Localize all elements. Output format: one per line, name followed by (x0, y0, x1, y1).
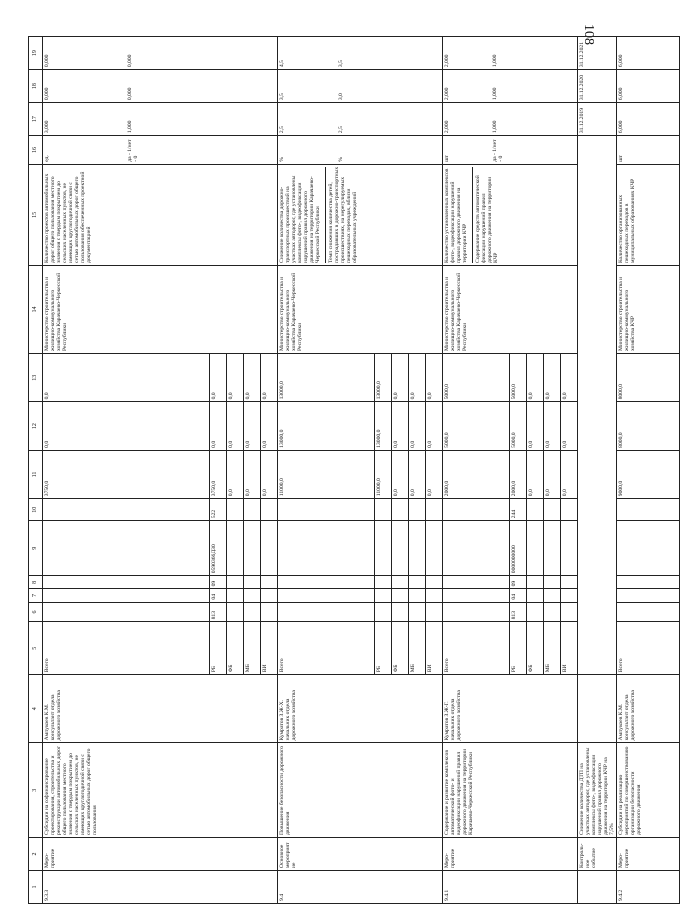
amount-2020: 8000,0 (617, 402, 680, 450)
amount-2020: 0,0 (227, 402, 244, 450)
column-number-5: 5 (29, 622, 43, 675)
csr-code (278, 521, 375, 576)
csr-code (409, 521, 426, 576)
column-number-12: 12 (29, 402, 43, 450)
rz-code (426, 589, 443, 602)
amount-2019: 9000,0 (617, 450, 680, 498)
column-number-10: 10 (29, 499, 43, 521)
vr-code (409, 499, 426, 521)
csr-code (244, 521, 261, 576)
amount-2020: 5000,0 (443, 402, 510, 450)
csr-code (375, 521, 392, 576)
vr-code (426, 499, 443, 521)
row-number (578, 871, 617, 904)
amount-2019: 2000,0 (443, 450, 510, 498)
rz-code (392, 589, 409, 602)
indicator-value: 3,0 (338, 93, 345, 101)
grbs-code (261, 602, 278, 622)
row-executor: Министерство строительства и жилищно-коммунального хозяйства Карачаево-Черкесской Республики (43, 265, 278, 353)
control-event-row (578, 37, 617, 904)
rz-code (227, 589, 244, 602)
row-type: Меро-приятие (443, 838, 578, 871)
funding-source: Всего (278, 622, 375, 675)
grbs-code (375, 602, 392, 622)
page-number: 108 (581, 24, 596, 45)
funding-source: Всего (617, 622, 680, 675)
amount-2019: 0,0 (244, 450, 261, 498)
row-responsible: Ампукоев К.М. консультант отдела дорожного хозяйства (617, 675, 680, 743)
amount-2021: 0,0 (392, 354, 409, 402)
indicator-name-secondary: Темп снижения количества детей, пострадавших в дорожно-транспортных происшествиях, на нерегулируемых пешеходных переходах, вблизи образовательных учреждений (325, 167, 358, 263)
column-number-11: 11 (29, 450, 43, 498)
column-number-1: 1 (29, 871, 43, 904)
indicator-v19 (278, 37, 443, 70)
grbs-code (392, 602, 409, 622)
amount-2019: 0,0 (544, 450, 561, 498)
indicator-v17 (617, 103, 680, 136)
row-type: Контроль-ное событие (578, 838, 617, 871)
grbs-code (544, 602, 561, 622)
rz-code (244, 589, 261, 602)
indicator-v19 (617, 37, 680, 70)
row-number: 9.4.1 (443, 871, 578, 904)
grbs-code (561, 602, 578, 622)
csr-code: 0000000000 (510, 521, 527, 576)
indicator-name: Количество организованных пешеходных переходов в муниципальных образованиях КЧР (617, 164, 680, 265)
column-number-3: 3 (29, 743, 43, 838)
indicator-value: 1,000 (492, 54, 499, 68)
csr-code (617, 521, 680, 576)
pr-code (392, 576, 409, 589)
amount-2021: 0,0 (227, 354, 244, 402)
grbs-code (43, 602, 210, 622)
rz-code (544, 589, 561, 602)
pr-code (527, 576, 544, 589)
row-title: Повышение безопасности дорожного движения (278, 743, 443, 838)
funding-source: ВИ (561, 622, 578, 675)
indicator-value: % (279, 157, 285, 162)
row-responsible (578, 675, 617, 743)
indicator-value: да - 1/нет - 0 (127, 139, 140, 162)
amount-2019: 0,0 (227, 450, 244, 498)
indicator-v17 (278, 103, 443, 136)
grbs-code (443, 602, 510, 622)
amount-2020: 0,0 (43, 402, 210, 450)
row-type: Основное мероприятие (278, 838, 443, 871)
funding-row (278, 37, 375, 904)
column-number-19: 19 (29, 37, 43, 70)
funding-row (443, 37, 510, 904)
indicator-value: 6,000 (618, 87, 625, 101)
vr-code (244, 499, 261, 521)
funding-source: РБ (375, 622, 392, 675)
amount-2019: 0,0 (409, 450, 426, 498)
amount-2021: 0,0 (561, 354, 578, 402)
pr-code: 09 (510, 576, 527, 589)
vr-code (43, 499, 210, 521)
column-number-9: 9 (29, 521, 43, 576)
amount-2019: 0,0 (561, 450, 578, 498)
amount-2019: 11000,0 (278, 450, 375, 498)
rz-code (278, 589, 375, 602)
rz-code (617, 589, 680, 602)
csr-code (43, 521, 210, 576)
grbs-code (227, 602, 244, 622)
indicator-value: 0,000 (44, 87, 50, 101)
column-number-17: 17 (29, 103, 43, 136)
amount-2021: 0,0 (261, 354, 278, 402)
amount-2021: 0,0 (409, 354, 426, 402)
empty-cell (578, 136, 617, 675)
grbs-code (278, 602, 375, 622)
csr-code (544, 521, 561, 576)
pr-code (244, 576, 261, 589)
column-number-7: 7 (29, 589, 43, 602)
indicator-value: 2,000 (444, 54, 450, 68)
amount-2020: 0,0 (244, 402, 261, 450)
vr-code: 244 (510, 499, 527, 521)
funding-source: ВИ (261, 622, 278, 675)
column-number-18: 18 (29, 70, 43, 103)
indicator-value: 2,000 (444, 120, 450, 134)
pr-code (278, 576, 375, 589)
amount-2019: 0,0 (527, 450, 544, 498)
column-number-4: 4 (29, 675, 43, 743)
grbs-code (244, 602, 261, 622)
amount-2021: 0,0 (527, 354, 544, 402)
indicator-v17 (43, 103, 278, 136)
rz-code (561, 589, 578, 602)
indicator-unit (43, 136, 278, 165)
funding-source: Всего (443, 622, 510, 675)
indicator-v18 (617, 70, 680, 103)
indicator-v18 (443, 70, 578, 103)
indicator-value: ед. (44, 155, 50, 162)
row-title: Содержание и развитие комплексов автоматической фото- и видеофиксации нарушений правил дорожного движения на территории Карачаево-Черкесской Республики (443, 743, 578, 838)
csr-code (527, 521, 544, 576)
pr-code (375, 576, 392, 589)
grbs-code (617, 602, 680, 622)
vr-code (617, 499, 680, 521)
row-number: 9.4.2 (617, 871, 680, 904)
row-responsible: Кумратов З.Ж-Х. начальник отдела дорожного хозяйства (278, 675, 443, 743)
column-number-8: 8 (29, 576, 43, 589)
rz-code (43, 589, 210, 602)
indicator-v18 (278, 70, 443, 103)
row-title: Субсидии на софинансирование проектирования, строительства и реконструкции автомобильных дорог общего пользования местного значения с твердым покрытием до сельских населенных пунктов, не имеющих круглогодичной связи с сетью автомобильных дорог общего пользования (43, 743, 278, 838)
grbs-code: 813 (210, 602, 227, 622)
amount-2020: 0,0 (392, 402, 409, 450)
indicator-value: 0,000 (127, 54, 134, 68)
indicator-value: 1,000 (492, 87, 499, 101)
rz-code: 04 (510, 589, 527, 602)
column-number-14: 14 (29, 265, 43, 353)
indicator-value: 2,5 (338, 126, 345, 134)
column-number-16: 16 (29, 136, 43, 165)
row-executor: Министерство строительства и жилищно-коммунального хозяйства Карачаево-Черкесской Республики (278, 265, 443, 353)
funding-source: МБ (244, 622, 261, 675)
column-number-15: 15 (29, 164, 43, 265)
column-number-2: 2 (29, 838, 43, 871)
vr-code (561, 499, 578, 521)
indicator-value: 1,000 (127, 120, 134, 134)
row-executor: Министерство строительства и жилищно-коммунального хозяйства Карачаево-Черкесской Республики (443, 265, 578, 353)
amount-2020: 0,0 (544, 402, 561, 450)
funding-source: Всего (43, 622, 210, 675)
pr-code (561, 576, 578, 589)
indicator-value: 2,000 (444, 87, 450, 101)
amount-2019: 0,0 (261, 450, 278, 498)
indicator-value: 0,000 (127, 87, 134, 101)
funding-source: МБ (409, 622, 426, 675)
funding-source: ФБ (527, 622, 544, 675)
row-responsible: Ампукоев К.М. консультант отдела дорожного хозяйства (43, 675, 278, 743)
amount-2019: 11000,0 (375, 450, 392, 498)
amount-2021: 0,0 (210, 354, 227, 402)
grbs-code: 813 (510, 602, 527, 622)
amount-2021: 13000,0 (278, 354, 375, 402)
funding-source: ВИ (426, 622, 443, 675)
amount-2020: 0,0 (561, 402, 578, 450)
csr-code (261, 521, 278, 576)
indicator-value: шт (618, 155, 625, 162)
program-table (28, 36, 680, 904)
amount-2020: 5000,0 (510, 402, 527, 450)
funding-row (43, 37, 210, 904)
row-title: Снижение количества ДТП на участках автодорог, где установлены комплексы фото-, видеофиксации нарушений правил дорожного движения на территории КЧР на 7,5% (578, 743, 617, 838)
row-type: Меро-приятие (43, 838, 278, 871)
amount-2020: 0,0 (527, 402, 544, 450)
indicator-name: Количество установленных комплексов фото-, видеофиксации нарушений правил дорожного движения на территории КЧР Содержание средств автоматической фиксации нарушений правил дорожного движения на территории КЧР (443, 164, 578, 265)
pr-code (426, 576, 443, 589)
amount-2021: 13000,0 (375, 354, 392, 402)
grbs-code (426, 602, 443, 622)
amount-2020: 0,0 (261, 402, 278, 450)
pr-code (544, 576, 561, 589)
amount-2019: 3750,0 (43, 450, 210, 498)
funding-source: ФБ (392, 622, 409, 675)
column-number-6: 6 (29, 602, 43, 622)
csr-code (561, 521, 578, 576)
pr-code (617, 576, 680, 589)
pr-code (227, 576, 244, 589)
vr-code (227, 499, 244, 521)
grbs-code (409, 602, 426, 622)
indicator-v18 (43, 70, 278, 103)
indicator-v19 (443, 37, 578, 70)
vr-code (544, 499, 561, 521)
row-number: 9.3.3 (43, 871, 278, 904)
amount-2019: 2000,0 (510, 450, 527, 498)
amount-2020: 0,0 (409, 402, 426, 450)
vr-code (392, 499, 409, 521)
amount-2019: 3750,0 (210, 450, 227, 498)
pr-code (261, 576, 278, 589)
row-responsible: Кумратов З.Ж-Г. начальник отдела дорожного хозяйства (443, 675, 578, 743)
amount-2019: 0,0 (392, 450, 409, 498)
control-date: 31.12.2020 (578, 70, 617, 103)
rz-code (261, 589, 278, 602)
indicator-value: 1,000 (492, 120, 499, 134)
funding-source: МБ (544, 622, 561, 675)
amount-2021: 0,0 (426, 354, 443, 402)
program-table-sheet (28, 36, 643, 904)
indicator-value: 2,5 (279, 126, 285, 134)
indicator-v19 (43, 37, 278, 70)
column-number-13: 13 (29, 354, 43, 402)
indicator-value: 3,5 (338, 60, 345, 68)
row-title: Субсидии на реализацию мероприятий по совершенствованию организации безопасности дорожного движения (617, 743, 680, 838)
indicator-value: % (338, 157, 345, 162)
pr-code (443, 576, 510, 589)
pr-code (43, 576, 210, 589)
amount-2019: 0,0 (426, 450, 443, 498)
amount-2021: 0,0 (43, 354, 210, 402)
row-number: 9.4 (278, 871, 443, 904)
indicator-name-secondary: Содержание средств автоматической фиксации нарушений правил дорожного движения на территории КЧР (472, 167, 499, 263)
column-numbers-row (29, 37, 43, 904)
funding-source: РБ (210, 622, 227, 675)
funding-source: РБ (510, 622, 527, 675)
rz-code (527, 589, 544, 602)
vr-code (261, 499, 278, 521)
amount-2021: 5000,0 (510, 354, 527, 402)
rz-code: 04 (210, 589, 227, 602)
row-executor: Министерство строительства и жилищно-коммунального хозяйства КЧР (617, 265, 680, 353)
indicator-value: 6,000 (618, 120, 625, 134)
vr-code (527, 499, 544, 521)
grbs-code (527, 602, 544, 622)
amount-2021: 0,0 (244, 354, 261, 402)
indicator-value: 3,000 (44, 120, 50, 134)
control-date: 31.12.2021 (578, 37, 617, 70)
csr-code: 0590366Д30 (210, 521, 227, 576)
pr-code (409, 576, 426, 589)
indicator-unit (617, 136, 680, 165)
vr-code (443, 499, 510, 521)
indicator-unit (443, 136, 578, 165)
indicator-value: 6,000 (618, 54, 625, 68)
indicator-value: 0,000 (44, 54, 50, 68)
funding-source: ФБ (227, 622, 244, 675)
amount-2021: 5000,0 (443, 354, 510, 402)
amount-2021: 0,0 (544, 354, 561, 402)
vr-code: 522 (210, 499, 227, 521)
control-date: 31.12.2019 (578, 103, 617, 136)
indicator-v17 (443, 103, 578, 136)
amount-2020: 13000,0 (375, 402, 392, 450)
row-type: Меро-приятие (617, 838, 680, 871)
rz-code (375, 589, 392, 602)
indicator-unit (278, 136, 443, 165)
csr-code (392, 521, 409, 576)
amount-2021: 8000,0 (617, 354, 680, 402)
indicator-name: Снижение количества дорожно-транспортных происшествий на участках автодорог, где установлены комплексы фото-, видеофиксации нарушений правил дорожного движения на территории Карачаево-Черкесской Республики Темп снижения количества детей, пострадавших в дорожно-транспортных происшествиях, на нерегулируемых пешеходных переходах, вблизи образовательных учреждений (278, 164, 443, 265)
rz-code (443, 589, 510, 602)
csr-code (227, 521, 244, 576)
csr-code (443, 521, 510, 576)
indicator-value: шт (444, 155, 450, 162)
indicator-value: 4,5 (279, 60, 285, 68)
indicator-value: 3,5 (279, 93, 285, 101)
indicator-value: да - 1/нет - 0 (492, 139, 505, 162)
vr-code (278, 499, 375, 521)
rz-code (409, 589, 426, 602)
amount-2020: 13000,0 (278, 402, 375, 450)
vr-code (375, 499, 392, 521)
amount-2020: 0,0 (210, 402, 227, 450)
funding-row (617, 37, 680, 904)
indicator-name: Количество проектов автомобильных дорог общего пользования местного значения с твердым покрытием до сельских населенных пунктов, не имеющих круглогодичной связи с сетью автомобильных дорог общего пользования обеспеченных проектной документацией (43, 164, 278, 265)
amount-2020: 0,0 (426, 402, 443, 450)
csr-code (426, 521, 443, 576)
pr-code: 09 (210, 576, 227, 589)
